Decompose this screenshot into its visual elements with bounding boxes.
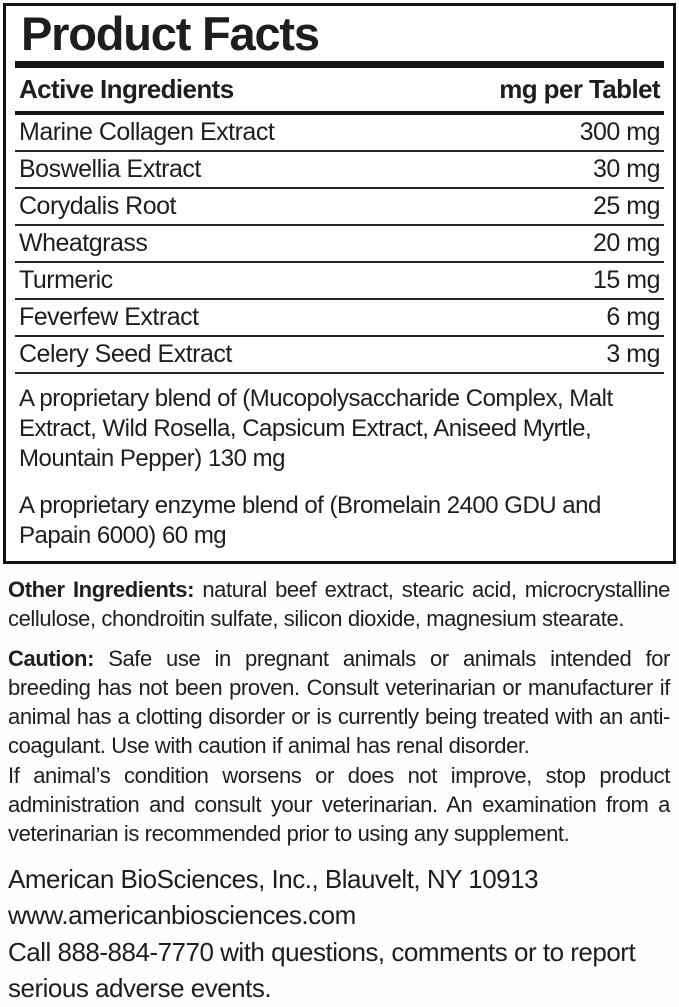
- page-title: Product Facts: [21, 7, 319, 60]
- ingredient-name: Corydalis Root: [19, 191, 176, 220]
- website-line: www.americanbiosciences.com: [8, 900, 356, 930]
- table-header: [15, 68, 664, 111]
- table-row: [15, 263, 664, 300]
- ingredient-name: Boswellia Extract: [19, 154, 201, 183]
- ingredient-amount: 15 mg: [593, 265, 660, 294]
- caution-text: Safe use in pregnant animals or animals intended for breeding has not been proven. Consult veterinarian or manufacturer if animal has a clotting disorder or is currently being treated with an anti-coagulant. Use with caution if animal has renal disorder.: [8, 645, 670, 758]
- ingredient-name: Turmeric: [19, 265, 113, 294]
- footer: [8, 861, 670, 1007]
- ingredient-amount: 3 mg: [606, 339, 660, 368]
- other-ingredients-label: Other Ingredients:: [8, 576, 195, 602]
- other-ingredients-paragraph: [8, 575, 670, 633]
- phone-line: Call 888-884-7770 with questions, comments or to report serious adverse events.: [8, 936, 636, 1003]
- product-facts-panel: [3, 3, 676, 564]
- ingredient-amount: 25 mg: [593, 191, 660, 220]
- ingredient-name: Feverfew Extract: [19, 302, 199, 331]
- table-row: [15, 300, 664, 337]
- blend-paragraph-1: A proprietary blend of (Mucopolysaccharide Complex, Malt Extract, Wild Rosella, Capsicum Extract, Aniseed Myrtle, Mountain Pepper) 130 mg: [19, 384, 613, 472]
- ingredient-name: Wheatgrass: [19, 228, 148, 257]
- header-col-ingredients: Active Ingredients: [19, 74, 234, 104]
- ingredient-amount: 30 mg: [593, 154, 660, 183]
- ingredient-name: Marine Collagen Extract: [19, 117, 275, 146]
- ingredient-amount: 300 mg: [579, 117, 660, 146]
- table-row: [15, 115, 664, 152]
- table-row: [15, 152, 664, 189]
- caution-paragraph-2: If animal’s condition worsens or does not improve, stop product administration and consult your veterinarian. An examination from a veterinarian is recommended prior to using any supplement.: [8, 762, 670, 846]
- lower-section: [0, 575, 679, 1007]
- ingredient-amount: 6 mg: [606, 302, 660, 331]
- table-row: [15, 189, 664, 226]
- ingredient-amount: 20 mg: [593, 228, 660, 257]
- table-row: [15, 226, 664, 263]
- blend-paragraph-2: A proprietary enzyme blend of (Bromelain 2400 GDU and Papain 6000) 60 mg: [19, 491, 601, 549]
- other-ingredients-text: natural beef extract, stearic acid, microcrystalline cellulose, chondroitin sulfate, silicon dioxide, magnesium stearate.: [8, 576, 670, 631]
- title-rule: [15, 61, 664, 68]
- table-row: [15, 337, 664, 374]
- caution-label: Caution:: [8, 645, 95, 671]
- ingredient-name: Celery Seed Extract: [19, 339, 232, 368]
- caution-paragraph: [8, 644, 670, 760]
- header-col-amount: mg per Tablet: [499, 74, 660, 104]
- company-line: American BioSciences, Inc., Blauvelt, NY 10913: [8, 863, 539, 894]
